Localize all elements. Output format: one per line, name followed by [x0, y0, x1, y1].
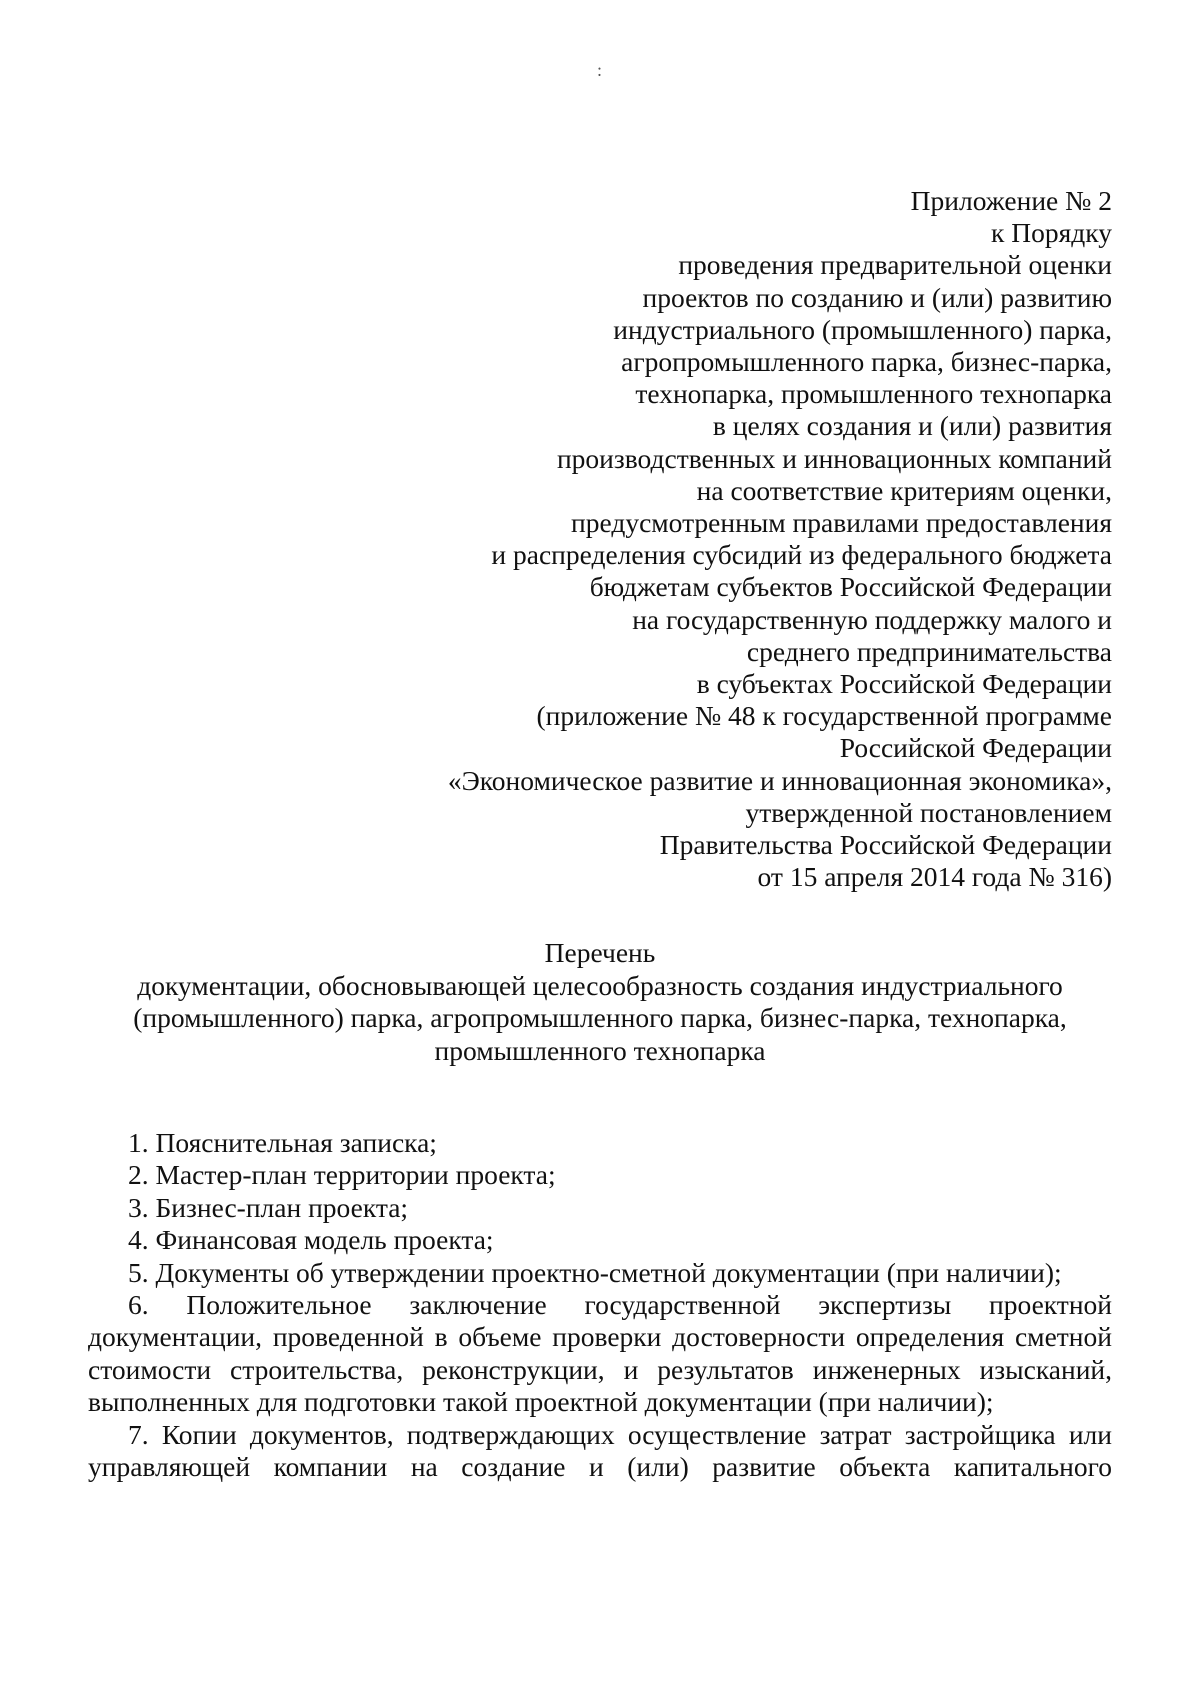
list-item: 2. Мастер-план территории проекта; [128, 1159, 556, 1191]
list-item: 5. Документы об утверждении проектно-сметной документации (при наличии); [128, 1256, 1062, 1288]
appendix-line: (приложение № 48 к государственной программе [536, 700, 1112, 732]
appendix-line: Правительства Российской Федерации [659, 829, 1112, 861]
appendix-header [212, 185, 1112, 893]
appendix-line: технопарка, промышленного технопарка [635, 378, 1112, 410]
list-item: 7. Копии документов, подтверждающих осуществление затрат застройщика или управляющей компании на создание и (или) развитие объекта капитального [88, 1418, 1112, 1483]
appendix-line: проектов по созданию и (или) развитию [642, 281, 1112, 313]
title-line: (промышленного) парка, агропромышленного парка, бизнес-парка, технопарка, [133, 1002, 1067, 1033]
title-line: промышленного технопарка [434, 1034, 766, 1066]
title-heading: Перечень [544, 937, 656, 968]
appendix-line: от 15 апреля 2014 года № 316) [757, 861, 1112, 893]
list-item: 4. Финансовая модель проекта; [128, 1224, 494, 1256]
appendix-line: утвержденной постановлением [745, 796, 1112, 828]
list-item: 3. Бизнес-план проекта; [128, 1191, 409, 1223]
appendix-line: Российской Федерации [839, 732, 1112, 764]
appendix-line: агропромышленного парка, бизнес-парка, [621, 346, 1112, 378]
title-line: документации, обосновывающей целесообразность создания индустриального [137, 969, 1063, 1001]
appendix-line: бюджетам субъектов Российской Федерации [589, 571, 1112, 603]
document-title [84, 937, 1116, 1067]
appendix-line: производственных и инновационных компаний [556, 442, 1112, 474]
appendix-line: на государственную поддержку малого и [632, 603, 1112, 635]
appendix-line: и распределения субсидий из федерального бюджета [491, 539, 1112, 571]
appendix-line: проведения предварительной оценки [678, 249, 1112, 281]
appendix-line: на соответствие критериям оценки, [696, 474, 1112, 506]
appendix-line: Приложение № 2 [910, 185, 1112, 216]
appendix-line: среднего предпринимательства [746, 635, 1112, 667]
appendix-line: к Порядку [991, 217, 1112, 249]
document-list [88, 1127, 1112, 1483]
appendix-line: в целях создания и (или) развития [712, 410, 1112, 442]
appendix-line: индустриального (промышленного) парка, [613, 313, 1112, 345]
appendix-line: «Экономическое развитие и инновационная экономика», [447, 764, 1112, 796]
page-mark: : [597, 60, 603, 80]
list-item: 1. Пояснительная записка; [128, 1127, 437, 1158]
appendix-line: в субъектах Российской Федерации [696, 668, 1112, 700]
appendix-line: предусмотренным правилами предоставления [571, 507, 1112, 539]
list-item: 6. Положительное заключение государственной экспертизы проектной документации, проведенной в объеме проверки достоверности определения сметной стоимости строительства, реконструкции, и результатов инженерных изысканий, выполненных для подготовки такой проектной документации (при наличии); [88, 1289, 1112, 1418]
